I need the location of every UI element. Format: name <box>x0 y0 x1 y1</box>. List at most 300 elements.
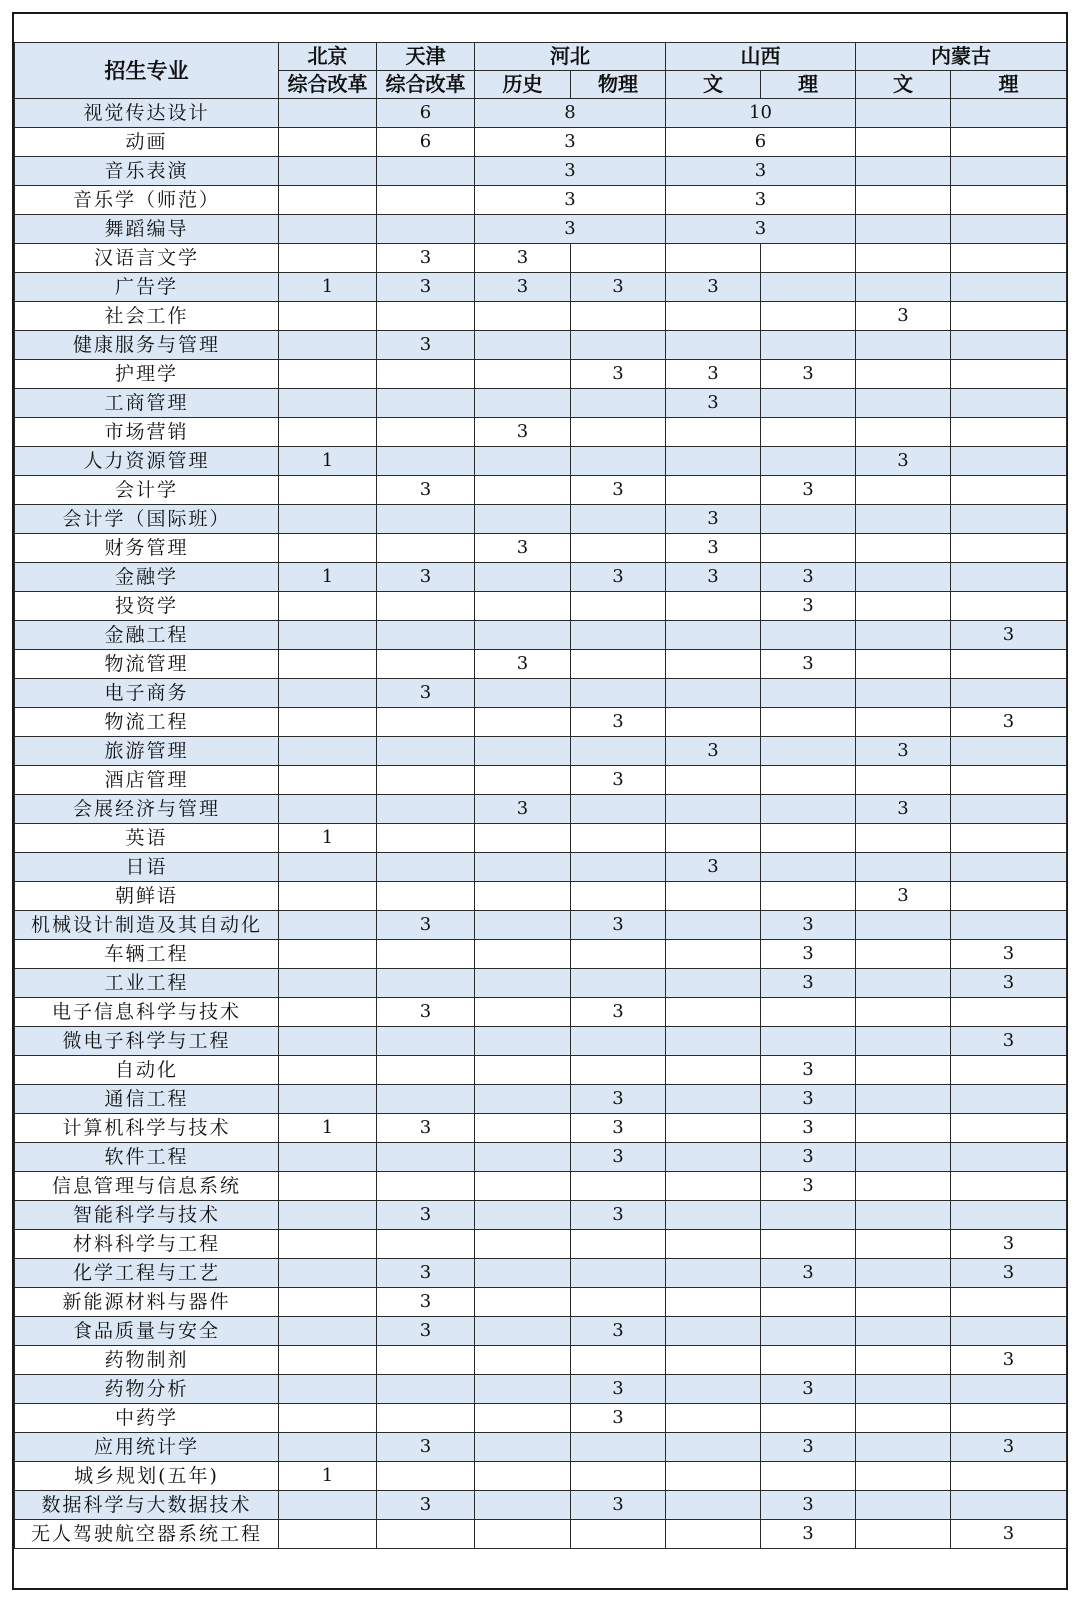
table-row <box>15 737 1067 766</box>
quota-cell <box>951 1201 1067 1230</box>
quota-cell <box>279 1085 377 1114</box>
quota-cell <box>666 1462 761 1491</box>
quota-cell <box>856 505 951 534</box>
table-row <box>15 1317 1067 1346</box>
quota-cell: 3 <box>761 592 856 621</box>
province-header: 河北 <box>475 43 666 71</box>
quota-cell: 3 <box>377 1491 475 1520</box>
subject-header: 历史 <box>475 71 571 99</box>
table-row <box>15 911 1067 940</box>
quota-cell: 3 <box>761 940 856 969</box>
quota-cell <box>761 418 856 447</box>
quota-cell: 3 <box>571 563 666 592</box>
quota-cell <box>761 621 856 650</box>
quota-cell <box>951 1056 1067 1085</box>
subject-header: 理 <box>761 71 856 99</box>
quota-cell <box>571 447 666 476</box>
quota-cell <box>856 1462 951 1491</box>
quota-cell: 3 <box>571 1143 666 1172</box>
major-name-cell: 投资学 <box>15 592 279 621</box>
quota-cell <box>279 418 377 447</box>
quota-cell <box>475 1520 571 1549</box>
quota-cell <box>571 302 666 331</box>
quota-cell: 3 <box>761 1491 856 1520</box>
quota-cell <box>279 911 377 940</box>
quota-cell: 3 <box>951 940 1067 969</box>
table-row <box>15 1056 1067 1085</box>
quota-cell: 3 <box>571 708 666 737</box>
table-row <box>15 679 1067 708</box>
quota-cell <box>761 882 856 911</box>
quota-cell <box>377 302 475 331</box>
subject-header: 综合改革 <box>279 71 377 99</box>
quota-cell: 3 <box>666 273 761 302</box>
table-header <box>15 43 1067 99</box>
table-row <box>15 302 1067 331</box>
quota-cell: 3 <box>666 563 761 592</box>
quota-cell <box>279 1230 377 1259</box>
quota-cell <box>377 447 475 476</box>
quota-cell: 3 <box>571 360 666 389</box>
quota-cell: 3 <box>761 1056 856 1085</box>
table-row <box>15 331 1067 360</box>
quota-cell <box>666 911 761 940</box>
quota-cell <box>377 1520 475 1549</box>
major-name-cell: 朝鲜语 <box>15 882 279 911</box>
table-row <box>15 650 1067 679</box>
quota-cell <box>856 679 951 708</box>
quota-cell <box>666 940 761 969</box>
quota-cell <box>856 592 951 621</box>
quota-cell <box>761 1462 856 1491</box>
major-name-cell: 新能源材料与器件 <box>15 1288 279 1317</box>
table-row <box>15 447 1067 476</box>
table-row <box>15 1085 1067 1114</box>
quota-cell <box>666 621 761 650</box>
quota-cell <box>666 1520 761 1549</box>
quota-cell <box>279 99 377 128</box>
quota-cell <box>666 1404 761 1433</box>
quota-cell <box>666 476 761 505</box>
table-row <box>15 1404 1067 1433</box>
table-row <box>15 621 1067 650</box>
quota-cell: 3 <box>951 1433 1067 1462</box>
quota-cell <box>475 998 571 1027</box>
quota-cell <box>571 1433 666 1462</box>
quota-cell: 3 <box>951 621 1067 650</box>
quota-cell: 3 <box>475 215 666 244</box>
quota-cell <box>475 1317 571 1346</box>
quota-cell <box>279 1259 377 1288</box>
quota-cell <box>666 1201 761 1230</box>
quota-cell <box>279 215 377 244</box>
quota-cell <box>475 1172 571 1201</box>
quota-cell <box>666 244 761 273</box>
quota-cell <box>377 1462 475 1491</box>
quota-cell <box>279 302 377 331</box>
quota-cell: 3 <box>571 476 666 505</box>
quota-cell <box>666 1491 761 1520</box>
quota-cell <box>475 1085 571 1114</box>
quota-cell <box>571 389 666 418</box>
quota-cell <box>856 911 951 940</box>
quota-cell <box>377 882 475 911</box>
quota-cell <box>856 99 951 128</box>
quota-cell: 3 <box>951 1230 1067 1259</box>
quota-cell <box>475 1056 571 1085</box>
quota-cell <box>951 563 1067 592</box>
quota-cell <box>856 476 951 505</box>
quota-cell: 3 <box>475 186 666 215</box>
quota-cell <box>951 824 1067 853</box>
quota-cell: 3 <box>666 389 761 418</box>
quota-cell <box>279 476 377 505</box>
quota-cell <box>475 1201 571 1230</box>
quota-cell <box>666 1317 761 1346</box>
quota-cell <box>856 1027 951 1056</box>
quota-cell <box>475 360 571 389</box>
table-row <box>15 418 1067 447</box>
quota-cell: 3 <box>475 273 571 302</box>
major-name-cell: 中药学 <box>15 1404 279 1433</box>
major-name-cell: 会计学（国际班） <box>15 505 279 534</box>
quota-cell: 3 <box>377 563 475 592</box>
quota-cell <box>856 1288 951 1317</box>
major-column-header: 招生专业 <box>15 43 279 99</box>
quota-cell <box>377 157 475 186</box>
quota-cell <box>666 679 761 708</box>
quota-cell: 3 <box>377 273 475 302</box>
quota-cell <box>666 1114 761 1143</box>
major-name-cell: 财务管理 <box>15 534 279 563</box>
quota-cell: 6 <box>377 99 475 128</box>
table-row <box>15 1462 1067 1491</box>
table-row <box>15 128 1067 157</box>
quota-cell <box>666 795 761 824</box>
major-name-cell: 视觉传达设计 <box>15 99 279 128</box>
table-row <box>15 795 1067 824</box>
quota-cell <box>475 853 571 882</box>
quota-cell: 3 <box>666 186 856 215</box>
quota-cell <box>761 534 856 563</box>
quota-cell <box>856 418 951 447</box>
quota-cell <box>279 505 377 534</box>
major-name-cell: 会计学 <box>15 476 279 505</box>
quota-cell <box>571 331 666 360</box>
quota-cell <box>951 534 1067 563</box>
province-header: 内蒙古 <box>856 43 1067 71</box>
quota-cell <box>475 563 571 592</box>
quota-cell <box>279 1346 377 1375</box>
table-row <box>15 389 1067 418</box>
quota-cell <box>951 186 1067 215</box>
quota-cell <box>951 679 1067 708</box>
quota-cell <box>856 969 951 998</box>
table-row <box>15 505 1067 534</box>
table-body <box>15 99 1067 1549</box>
table-row <box>15 273 1067 302</box>
table-row <box>15 360 1067 389</box>
table-row <box>15 1201 1067 1230</box>
quota-cell <box>377 824 475 853</box>
quota-cell <box>951 331 1067 360</box>
table-row <box>15 1259 1067 1288</box>
quota-cell: 3 <box>571 1404 666 1433</box>
quota-cell <box>951 1462 1067 1491</box>
quota-cell: 3 <box>475 795 571 824</box>
quota-cell <box>666 1433 761 1462</box>
quota-cell <box>571 418 666 447</box>
quota-cell <box>856 998 951 1027</box>
subject-header: 理 <box>951 71 1067 99</box>
quota-cell <box>377 186 475 215</box>
quota-cell <box>279 1520 377 1549</box>
quota-cell <box>475 1259 571 1288</box>
quota-cell: 3 <box>571 1201 666 1230</box>
quota-cell <box>856 1085 951 1114</box>
quota-cell: 3 <box>951 969 1067 998</box>
major-name-cell: 金融学 <box>15 563 279 592</box>
quota-cell <box>377 737 475 766</box>
quota-cell: 3 <box>377 331 475 360</box>
quota-cell: 3 <box>951 1259 1067 1288</box>
quota-cell <box>279 621 377 650</box>
quota-cell <box>951 1172 1067 1201</box>
quota-cell <box>279 1143 377 1172</box>
table-row <box>15 853 1067 882</box>
quota-cell: 3 <box>666 534 761 563</box>
table-row <box>15 476 1067 505</box>
table-row <box>15 1375 1067 1404</box>
quota-cell <box>666 1346 761 1375</box>
province-header: 山西 <box>666 43 856 71</box>
quota-cell <box>377 1085 475 1114</box>
quota-cell <box>279 1201 377 1230</box>
major-name-cell: 舞蹈编导 <box>15 215 279 244</box>
major-name-cell: 旅游管理 <box>15 737 279 766</box>
quota-cell <box>571 737 666 766</box>
table-row <box>15 157 1067 186</box>
quota-cell: 1 <box>279 824 377 853</box>
quota-cell <box>279 969 377 998</box>
quota-cell: 3 <box>377 679 475 708</box>
table-row <box>15 1433 1067 1462</box>
major-name-cell: 市场营销 <box>15 418 279 447</box>
table-row <box>15 824 1067 853</box>
quota-cell <box>666 1027 761 1056</box>
quota-cell <box>951 505 1067 534</box>
quota-cell <box>377 650 475 679</box>
quota-cell <box>666 882 761 911</box>
quota-cell <box>571 1027 666 1056</box>
major-name-cell: 车辆工程 <box>15 940 279 969</box>
quota-cell <box>279 244 377 273</box>
quota-cell <box>475 1143 571 1172</box>
quota-cell <box>475 911 571 940</box>
quota-cell: 3 <box>475 128 666 157</box>
quota-cell: 3 <box>761 360 856 389</box>
quota-cell <box>856 1404 951 1433</box>
quota-cell <box>951 215 1067 244</box>
quota-cell: 3 <box>475 534 571 563</box>
quota-cell <box>951 650 1067 679</box>
quota-cell <box>856 1143 951 1172</box>
major-name-cell: 应用统计学 <box>15 1433 279 1462</box>
quota-cell <box>951 592 1067 621</box>
quota-cell <box>856 1375 951 1404</box>
quota-cell <box>856 534 951 563</box>
quota-cell <box>761 998 856 1027</box>
quota-cell <box>571 1520 666 1549</box>
quota-cell <box>475 766 571 795</box>
quota-cell: 3 <box>856 795 951 824</box>
quota-cell <box>377 969 475 998</box>
quota-cell <box>761 795 856 824</box>
quota-cell <box>951 882 1067 911</box>
major-name-cell: 汉语言文学 <box>15 244 279 273</box>
quota-cell <box>856 1056 951 1085</box>
major-name-cell: 音乐学（师范） <box>15 186 279 215</box>
table-row <box>15 1114 1067 1143</box>
quota-cell: 3 <box>377 476 475 505</box>
subject-header: 综合改革 <box>377 71 475 99</box>
quota-cell <box>856 244 951 273</box>
quota-cell <box>475 476 571 505</box>
province-header: 北京 <box>279 43 377 71</box>
quota-cell <box>279 795 377 824</box>
major-name-cell: 无人驾驶航空器系统工程 <box>15 1520 279 1549</box>
quota-cell <box>951 998 1067 1027</box>
quota-cell <box>761 1404 856 1433</box>
quota-cell <box>377 795 475 824</box>
quota-cell: 3 <box>761 1172 856 1201</box>
major-name-cell: 机械设计制造及其自动化 <box>15 911 279 940</box>
enrollment-plan-table <box>14 42 1067 1549</box>
quota-cell: 3 <box>856 882 951 911</box>
quota-cell: 3 <box>761 1259 856 1288</box>
quota-cell <box>761 1027 856 1056</box>
table-row <box>15 766 1067 795</box>
quota-cell: 3 <box>666 215 856 244</box>
quota-cell <box>475 1491 571 1520</box>
major-name-cell: 计算机科学与技术 <box>15 1114 279 1143</box>
province-header-row <box>15 43 1067 71</box>
quota-cell <box>571 244 666 273</box>
quota-cell <box>475 1375 571 1404</box>
quota-cell <box>666 766 761 795</box>
major-name-cell: 药物制剂 <box>15 1346 279 1375</box>
quota-cell <box>951 273 1067 302</box>
quota-cell <box>475 302 571 331</box>
quota-cell <box>377 708 475 737</box>
quota-cell <box>377 1027 475 1056</box>
quota-cell <box>279 360 377 389</box>
table-row <box>15 215 1067 244</box>
quota-cell <box>856 563 951 592</box>
quota-cell <box>377 1143 475 1172</box>
quota-cell <box>951 476 1067 505</box>
quota-cell <box>279 766 377 795</box>
quota-cell <box>856 331 951 360</box>
quota-cell <box>279 737 377 766</box>
quota-cell: 3 <box>666 853 761 882</box>
quota-cell <box>951 1375 1067 1404</box>
table-row <box>15 1346 1067 1375</box>
table-row <box>15 940 1067 969</box>
quota-cell: 3 <box>761 1114 856 1143</box>
major-name-cell: 微电子科学与工程 <box>15 1027 279 1056</box>
quota-cell <box>279 157 377 186</box>
quota-cell <box>377 1230 475 1259</box>
quota-cell <box>279 679 377 708</box>
quota-cell: 3 <box>571 1085 666 1114</box>
quota-cell <box>377 360 475 389</box>
quota-cell <box>761 1346 856 1375</box>
quota-cell <box>571 650 666 679</box>
quota-cell: 3 <box>666 737 761 766</box>
quota-cell <box>856 766 951 795</box>
quota-cell <box>377 418 475 447</box>
quota-cell <box>761 447 856 476</box>
quota-cell <box>856 273 951 302</box>
table-row <box>15 563 1067 592</box>
major-name-cell: 金融工程 <box>15 621 279 650</box>
major-name-cell: 药物分析 <box>15 1375 279 1404</box>
quota-cell <box>856 1491 951 1520</box>
quota-cell <box>571 1172 666 1201</box>
quota-cell <box>279 1288 377 1317</box>
quota-cell: 3 <box>377 1317 475 1346</box>
quota-cell: 3 <box>761 563 856 592</box>
quota-cell: 3 <box>571 273 666 302</box>
major-name-cell: 广告学 <box>15 273 279 302</box>
quota-cell <box>475 824 571 853</box>
quota-cell <box>856 621 951 650</box>
quota-cell <box>761 1230 856 1259</box>
quota-cell: 3 <box>571 1375 666 1404</box>
quota-cell <box>475 621 571 650</box>
quota-cell: 3 <box>571 1317 666 1346</box>
quota-cell <box>856 1259 951 1288</box>
quota-cell <box>571 1288 666 1317</box>
quota-cell <box>951 766 1067 795</box>
major-name-cell: 数据科学与大数据技术 <box>15 1491 279 1520</box>
quota-cell <box>475 1230 571 1259</box>
quota-cell <box>571 679 666 708</box>
quota-cell <box>951 1404 1067 1433</box>
quota-cell <box>951 418 1067 447</box>
quota-cell <box>279 592 377 621</box>
quota-cell <box>951 1491 1067 1520</box>
quota-cell: 10 <box>666 99 856 128</box>
subject-header: 物理 <box>571 71 666 99</box>
quota-cell <box>377 534 475 563</box>
quota-cell <box>377 215 475 244</box>
quota-cell: 3 <box>761 969 856 998</box>
quota-cell <box>475 1462 571 1491</box>
quota-cell <box>475 1027 571 1056</box>
quota-cell <box>951 1114 1067 1143</box>
major-name-cell: 日语 <box>15 853 279 882</box>
quota-cell <box>666 331 761 360</box>
quota-cell <box>279 1027 377 1056</box>
major-name-cell: 人力资源管理 <box>15 447 279 476</box>
quota-cell <box>761 824 856 853</box>
quota-cell <box>571 1346 666 1375</box>
quota-cell <box>571 1259 666 1288</box>
quota-cell <box>377 766 475 795</box>
quota-cell: 3 <box>475 650 571 679</box>
